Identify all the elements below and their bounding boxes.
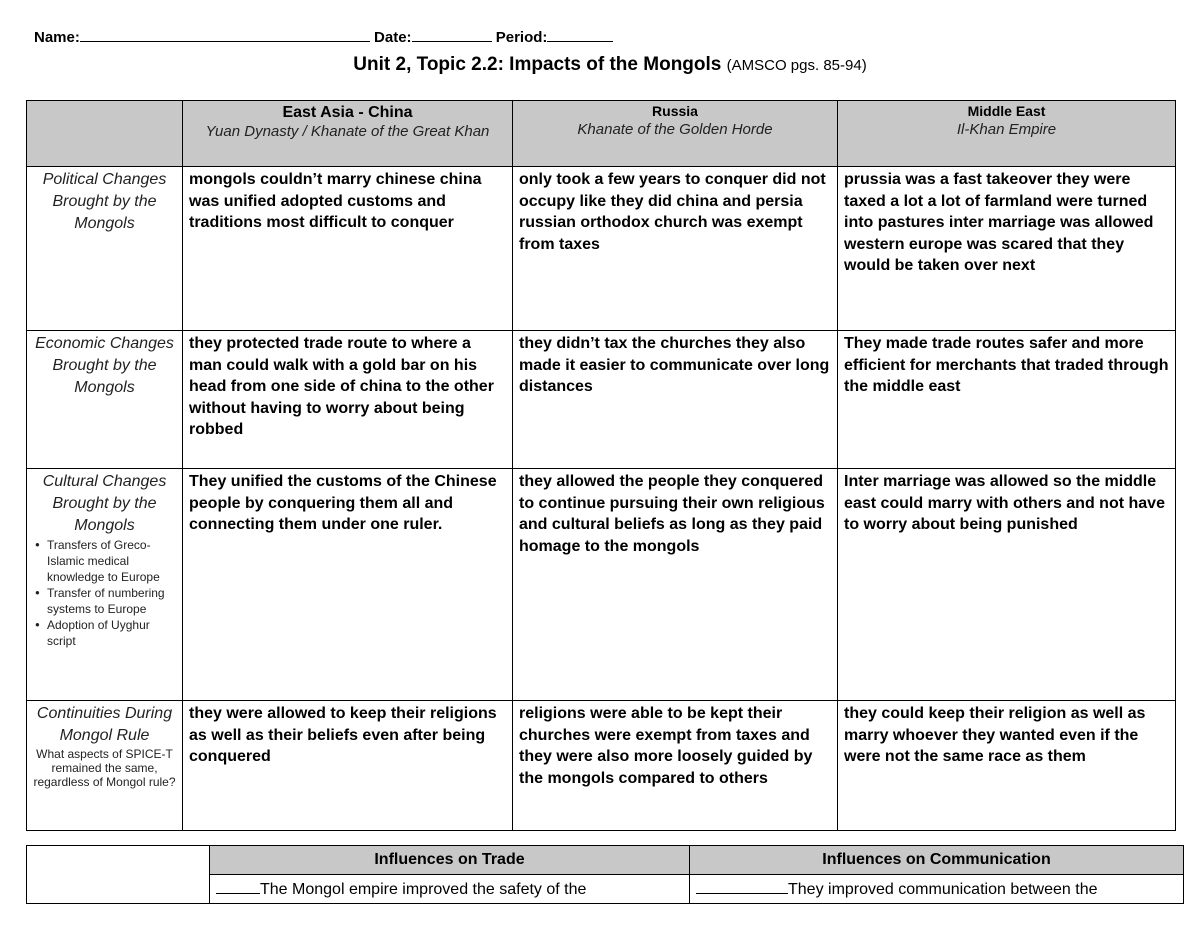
answer-cell[interactable]: prussia was a fast takeover they were taxed a lot a lot of farmland were turned into pastures inter marriage was allowed western europe was scared that they would be taken over next xyxy=(838,167,1176,331)
row-label-text: Continuities During Mongol Rule xyxy=(36,705,173,744)
column-name: East Asia - China xyxy=(282,104,413,121)
answer-cell[interactable]: they allowed the people they conquered to continue pursuing their own religious and cultural beliefs as long as they paid homage to the mongols xyxy=(513,469,838,701)
bullet-item: ● Transfers of Greco-Islamic medical knowledge to Europe xyxy=(33,537,176,585)
continuities-row xyxy=(27,701,1176,831)
answer-cell[interactable]: Inter marriage was allowed so the middle east could marry with others and not have to worry about being punished xyxy=(838,469,1176,701)
mongol-impacts-table xyxy=(26,100,1176,831)
period-blank[interactable] xyxy=(547,29,613,42)
corner-cell xyxy=(27,101,183,167)
name-blank[interactable] xyxy=(80,29,370,42)
header-fields xyxy=(34,29,613,46)
date-blank[interactable] xyxy=(412,29,492,42)
bullet-item: ● Adoption of Uyghur script xyxy=(33,617,176,649)
economic-row xyxy=(27,331,1176,469)
page-title xyxy=(0,54,1200,76)
title-main: Unit 2, Topic 2.2: Impacts of the Mongols xyxy=(353,54,722,75)
political-row xyxy=(27,167,1176,331)
row-label-economic: Economic Changes Brought by the Mongols xyxy=(27,331,183,469)
answer-cell[interactable]: only took a few years to conquer did not occupy like they did china and persia russian orthodox church was exempt from taxes xyxy=(513,167,838,331)
influences-header-row xyxy=(27,846,1184,875)
row-label-text: Cultural Changes Brought by the Mongols xyxy=(42,473,167,534)
column-header-russia xyxy=(513,101,838,167)
answer-cell[interactable]: they didn’t tax the churches they also made it easier to communicate over long distances xyxy=(513,331,838,469)
period-label: Period: xyxy=(495,29,548,46)
trade-statement xyxy=(210,875,690,904)
row-label-continuities xyxy=(27,701,183,831)
answer-cell[interactable]: They made trade routes safer and more efficient for merchants that traded through the middle east xyxy=(838,331,1176,469)
answer-cell[interactable]: they protected trade route to where a man could walk with a gold bar on his head from one side of china to the other without having to worry about being robbed xyxy=(183,331,513,469)
column-name: Middle East xyxy=(967,103,1046,119)
answer-cell[interactable]: they were allowed to keep their religions as well as their beliefs even after being conquered xyxy=(183,701,513,831)
column-name: Russia xyxy=(652,103,698,119)
column-subtitle: Yuan Dynasty / Khanate of the Great Khan xyxy=(205,123,490,140)
date-label: Date: xyxy=(374,29,412,46)
trade-answer-blank[interactable] xyxy=(216,879,260,894)
answer-cell[interactable]: They unified the customs of the Chinese people by conquering them all and connecting them under one ruler. xyxy=(183,469,513,701)
bullet-item: ● Transfer of numbering systems to Europe xyxy=(33,585,176,617)
communication-statement xyxy=(690,875,1184,904)
influences-communication-header: Influences on Communication xyxy=(690,846,1184,875)
row-label-political: Political Changes Brought by the Mongols xyxy=(27,167,183,331)
answer-cell[interactable]: religions were able to be kept their churches were exempt from taxes and they were also more loosely guided by the mongols compared to others xyxy=(513,701,838,831)
influences-table xyxy=(26,845,1184,904)
cultural-row xyxy=(27,469,1176,701)
communication-statement-text: They improved communication between the xyxy=(788,881,1098,898)
row-label-cultural xyxy=(27,469,183,701)
row-label-note: What aspects of SPICE-T remained the same, regardless of Mongol rule? xyxy=(33,747,176,789)
column-subtitle: Khanate of the Golden Horde xyxy=(577,120,773,138)
answer-cell[interactable]: mongols couldn’t marry chinese china was unified adopted customs and traditions most difficult to conquer xyxy=(183,167,513,331)
communication-answer-blank[interactable] xyxy=(696,879,788,894)
influences-trade-header: Influences on Trade xyxy=(210,846,690,875)
title-pages: (AMSCO pgs. 85-94) xyxy=(726,57,867,74)
influences-blank-cell xyxy=(27,846,210,904)
trade-statement-text: The Mongol empire improved the safety of the xyxy=(260,881,587,898)
column-subtitle: Il-Khan Empire xyxy=(956,120,1057,138)
name-label: Name: xyxy=(34,29,80,46)
header-row xyxy=(27,101,1176,167)
column-header-china xyxy=(183,101,513,167)
column-header-middle-east xyxy=(838,101,1176,167)
cultural-bullets xyxy=(33,537,176,649)
answer-cell[interactable]: they could keep their religion as well as marry whoever they wanted even if the were not the same race as them xyxy=(838,701,1176,831)
